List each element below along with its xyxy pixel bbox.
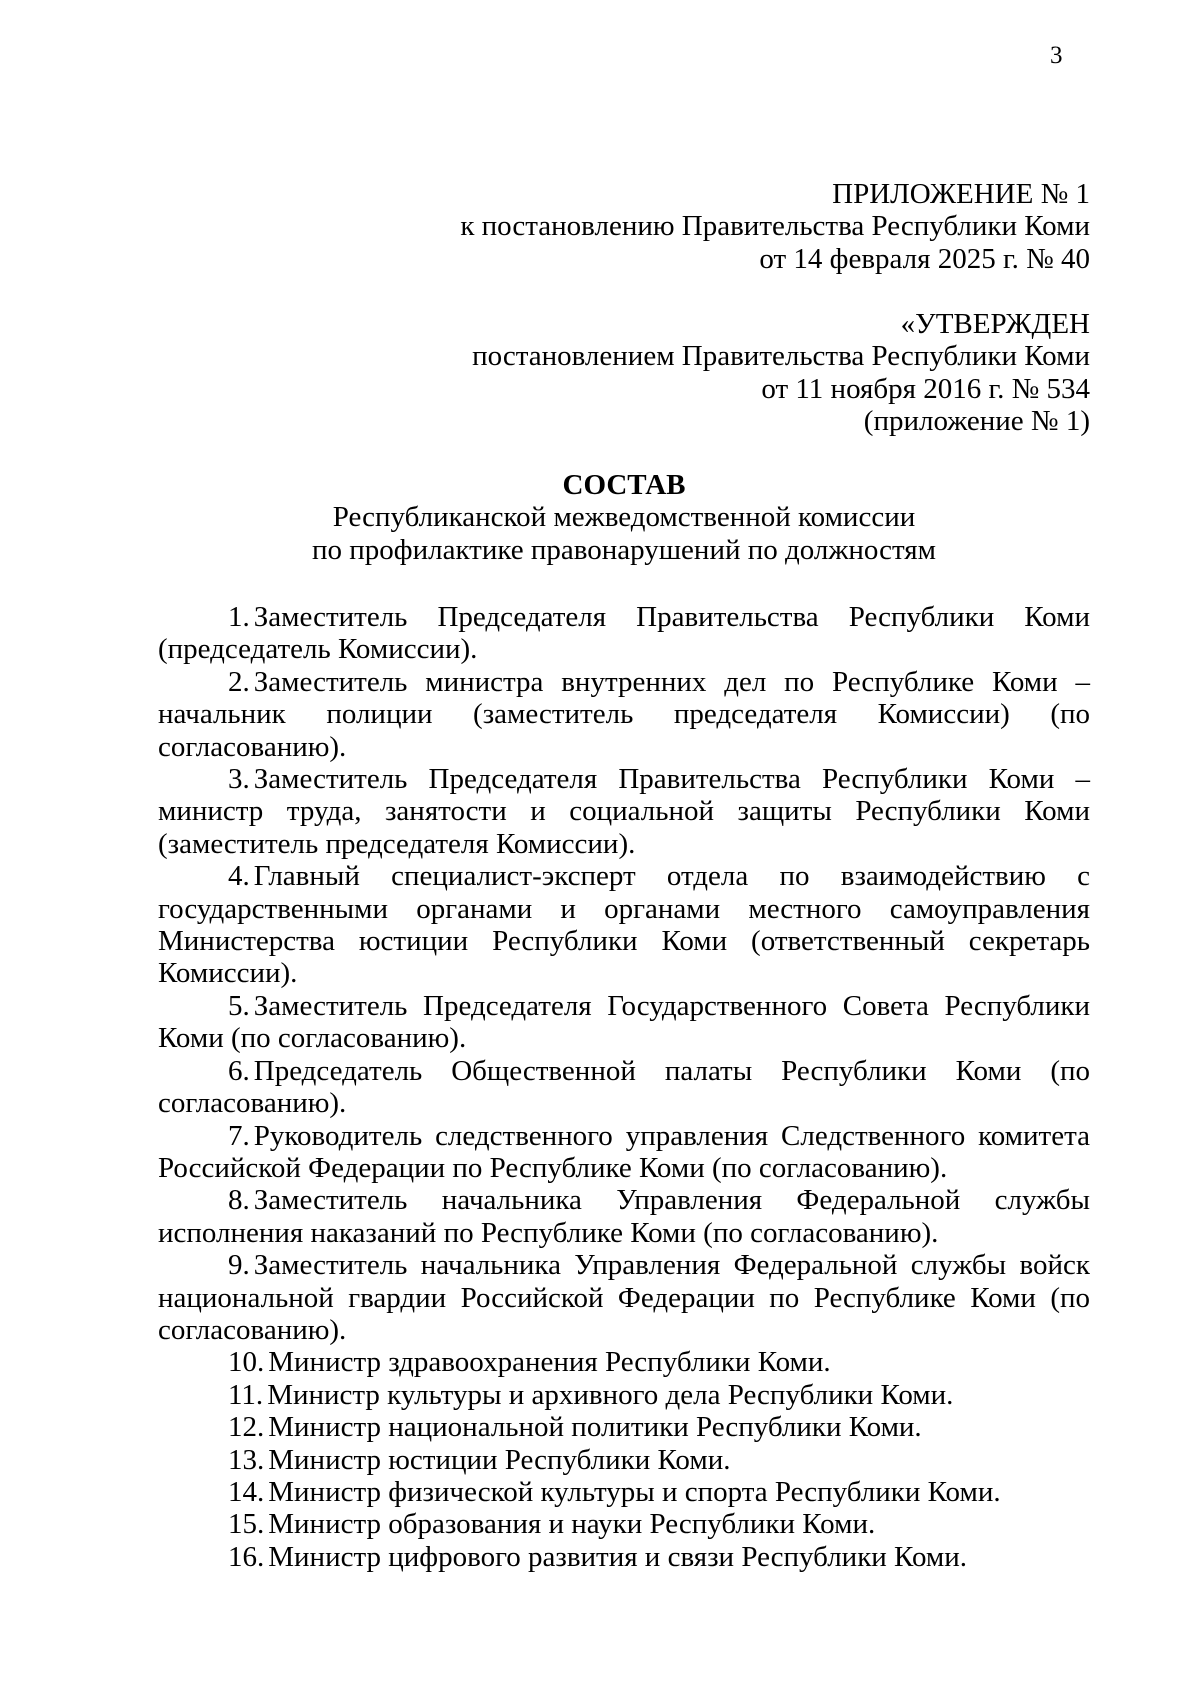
list-item-number: 6. (228, 1054, 250, 1087)
list-item-number: 2. (228, 665, 250, 698)
list-item-text: Министр национальной политики Республики Коми. (268, 1411, 922, 1444)
list-item (158, 1541, 1090, 1573)
list-item-number: 3. (228, 763, 250, 796)
list-item-number: 7. (228, 1119, 250, 1152)
list-item-text: Заместитель начальника Управления Федеральной службы исполнения наказаний по Республике Коми (по согласованию). (158, 1184, 1090, 1249)
appendix-header (0, 178, 1090, 275)
list-item-text: Министр физической культуры и спорта Республики Коми. (268, 1475, 1001, 1508)
approval-title: «УТВЕРЖДЕН (900, 308, 1090, 340)
list-item-text: Министр цифрового развития и связи Республики Коми. (268, 1540, 968, 1573)
list-item-text: Заместитель Председателя Государственного Совета Республики Коми (по согласованию). (158, 989, 1090, 1055)
list-item-number: 4. (228, 860, 250, 893)
approval-appendix-note: (приложение № 1) (863, 405, 1090, 438)
list-item-text: Заместитель начальника Управления Федеральной службы войск национальной гвардии Российской Федерации по Республике Коми (по согласованию). (158, 1249, 1090, 1346)
approval-header (0, 308, 1090, 438)
appendix-date: от 14 февраля 2025 г. № 40 (759, 242, 1090, 275)
list-item (158, 1184, 1090, 1249)
list-item-text: Министр культуры и архивного дела Республики Коми. (267, 1378, 954, 1411)
list-item-text: Главный специалист-эксперт отдела по взаимодействию с государственными органами и органами местного самоуправления Министерства юстиции Республики Коми (ответственный секретарь Комиссии). (158, 860, 1090, 990)
list-item (158, 1055, 1090, 1120)
list-item (158, 1249, 1090, 1346)
list-item (158, 1411, 1090, 1443)
approval-date: от 11 ноября 2016 г. № 534 (761, 372, 1090, 405)
list-item (158, 1120, 1090, 1185)
list-item (158, 1476, 1090, 1508)
list-item-number: 8. (228, 1184, 250, 1217)
list-item-text: Заместитель Председателя Правительства Республики Коми – министр труда, занятости и социальной защиты Республики Коми (заместитель председателя Комиссии). (158, 763, 1090, 860)
list-item-number: 13. (228, 1443, 265, 1476)
page-number: 3 (1050, 42, 1063, 69)
list-item-number: 15. (228, 1508, 265, 1541)
list-item-number: 5. (228, 989, 250, 1022)
list-item (158, 1444, 1090, 1476)
list-item (158, 1346, 1090, 1378)
document-title (158, 469, 1090, 566)
list-item-text: Руководитель следственного управления Следственного комитета Российской Федерации по Республике Коми (по согласованию). (158, 1119, 1090, 1184)
list-item-text: Министр образования и науки Республики Коми. (268, 1508, 876, 1541)
list-item-number: 9. (228, 1249, 250, 1282)
list-item (158, 601, 1090, 666)
list-item-number: 11. (228, 1378, 264, 1411)
approval-reference: постановлением Правительства Республики Коми (472, 340, 1090, 373)
list-item (158, 1508, 1090, 1540)
title-line-1: Республиканской межведомственной комиссии (332, 501, 916, 534)
title-line-2: по профилактике правонарушений по должностям (312, 533, 936, 566)
list-item-number: 12. (228, 1411, 265, 1444)
list-item-text: Министр юстиции Республики Коми. (268, 1443, 731, 1476)
list-item (158, 990, 1090, 1055)
list-item (158, 666, 1090, 763)
list-item-text: Заместитель министра внутренних дел по Республике Коми – начальник полиции (заместитель председателя Комиссии) (по согласованию). (158, 665, 1090, 763)
list-item-number: 10. (228, 1346, 265, 1379)
list-item-number: 1. (228, 601, 250, 633)
list-item-number: 16. (228, 1540, 265, 1573)
list-item-text: Заместитель Председателя Правительства Республики Коми (председатель Комиссии). (158, 601, 1090, 666)
title-main: СОСТАВ (562, 469, 686, 501)
list-item (158, 763, 1090, 860)
appendix-reference: к постановлению Правительства Республики Коми (460, 210, 1090, 243)
list-item-number: 14. (228, 1475, 265, 1508)
list-item (158, 860, 1090, 990)
members-list (158, 601, 1090, 1573)
list-item-text: Министр здравоохранения Республики Коми. (268, 1346, 831, 1379)
list-item (158, 1379, 1090, 1411)
appendix-title: ПРИЛОЖЕНИЕ № 1 (832, 178, 1090, 210)
list-item-text: Председатель Общественной палаты Республики Коми (по согласованию). (158, 1054, 1090, 1120)
